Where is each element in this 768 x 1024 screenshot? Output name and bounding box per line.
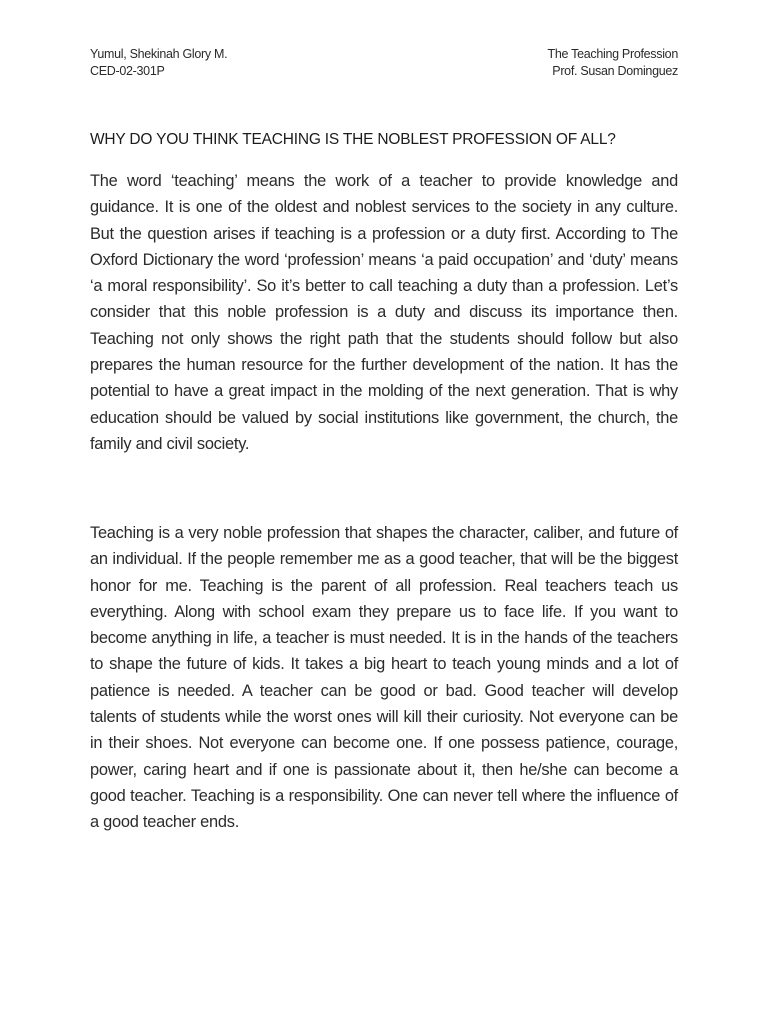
body-paragraph-2: Teaching is a very noble profession that shapes the character, caliber, and future of an individual. If the people remember me as a good teacher, that will be the biggest honor for me. Teaching is the parent of all profession. Real teachers teach us everything. Along with school exam they prepare us to face life. If you want to become anything in life, a teacher is must needed. It is in the hands of the teachers to shape the future of kids. It takes a big heart to teach young minds and a lot of patience is needed. A teacher can be good or bad. Good teacher will develop talents of students while the worst ones will kill their curiosity. Not everyone can be in their shoes. Not everyone can become one. If one possess patience, courage, power, caring heart and if one is passionate about it, then he/she can become a good teacher. Teaching is a responsibility. One can never tell where the influence of a good teacher ends. [90,524,678,832]
body-paragraph-1: The word ‘teaching’ means the work of a teacher to provide knowledge and guidance. It is one of the oldest and noblest services to the society in any culture. But the question arises if teaching is a profession or a duty first. According to The Oxford Dictionary the word ‘profession’ means ‘a paid occupation’ and ‘duty’ means ‘a moral responsibility’. So it’s better to call teaching a duty than a profession. Let’s consider that this noble profession is a duty and discuss its importance then. Teaching not only shows the right path that the students should follow but also prepares the human resource for the further development of the nation. It has the potential to have a great impact in the molding of the next generation. That is why education should be valued by social institutions like government, the church, the family and civil society. [90,172,678,453]
header-left [90,46,227,80]
author-name: Yumul, Shekinah Glory M. [90,47,228,61]
professor-name: Prof. Susan Dominguez [552,64,678,78]
section-code: CED-02-301P [90,64,165,78]
course-name: The Teaching Profession [547,47,678,61]
page-header [90,46,678,80]
document-title: WHY DO YOU THINK TEACHING IS THE NOBLEST PROFESSION OF ALL? [90,131,616,148]
header-right [548,46,678,80]
